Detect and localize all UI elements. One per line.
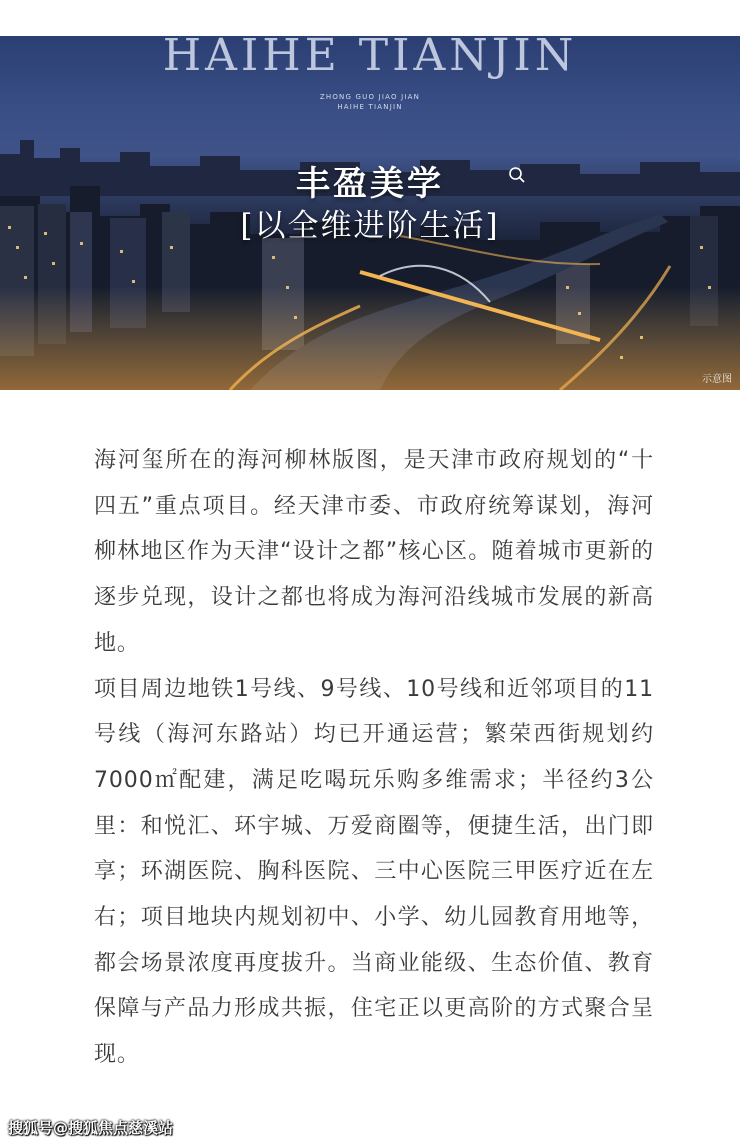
watermark: 搜狐号@搜狐焦点慈溪站 (8, 1119, 174, 1137)
paragraph: 项目周边地铁1号线、9号线、10号线和近邻项目的11号线（海河东路站）均已开通运营；繁荣西街规划约7000㎡配建，满足吃喝玩乐购多维需求；半径约3公里：和悦汇、环宇城、万爱商圈等，便捷生活，出门即享；环湖医院、胸科医院、三中心医院三甲医疗近在左右；项目地块内规划初中、小学、幼儿园教育用地等，都会场景浓度再度拔升。当商业能级、生态价值、教育保障与产品力形成共振，住宅正以更高阶的方式聚合呈现。 (94, 676, 654, 1068)
hero-sub-line-2: HAIHE TIANJIN (337, 103, 403, 111)
paragraph: 海河玺所在的海河柳林版图，是天津市政府规划的“十四五”重点项目。经天津市委、市政府统筹谋划，海河柳林地区作为天津“设计之都”核心区。随着城市更新的逐步兑现，设计之都也将成为海河沿线城市发展的新高地。 (94, 448, 654, 656)
illustration-note: 示意图 (702, 374, 732, 385)
hero-title: 丰盈美学 (296, 164, 444, 204)
search-icon (508, 166, 526, 184)
article-body (94, 438, 654, 1078)
hero-sub-line-1: ZHONG GUO JIAO JIAN (319, 93, 421, 101)
hero-subtitle: [以全维进阶生活] (240, 208, 500, 244)
hero-brand: HAIHE TIANJIN (162, 36, 578, 81)
hero-banner (0, 36, 740, 390)
